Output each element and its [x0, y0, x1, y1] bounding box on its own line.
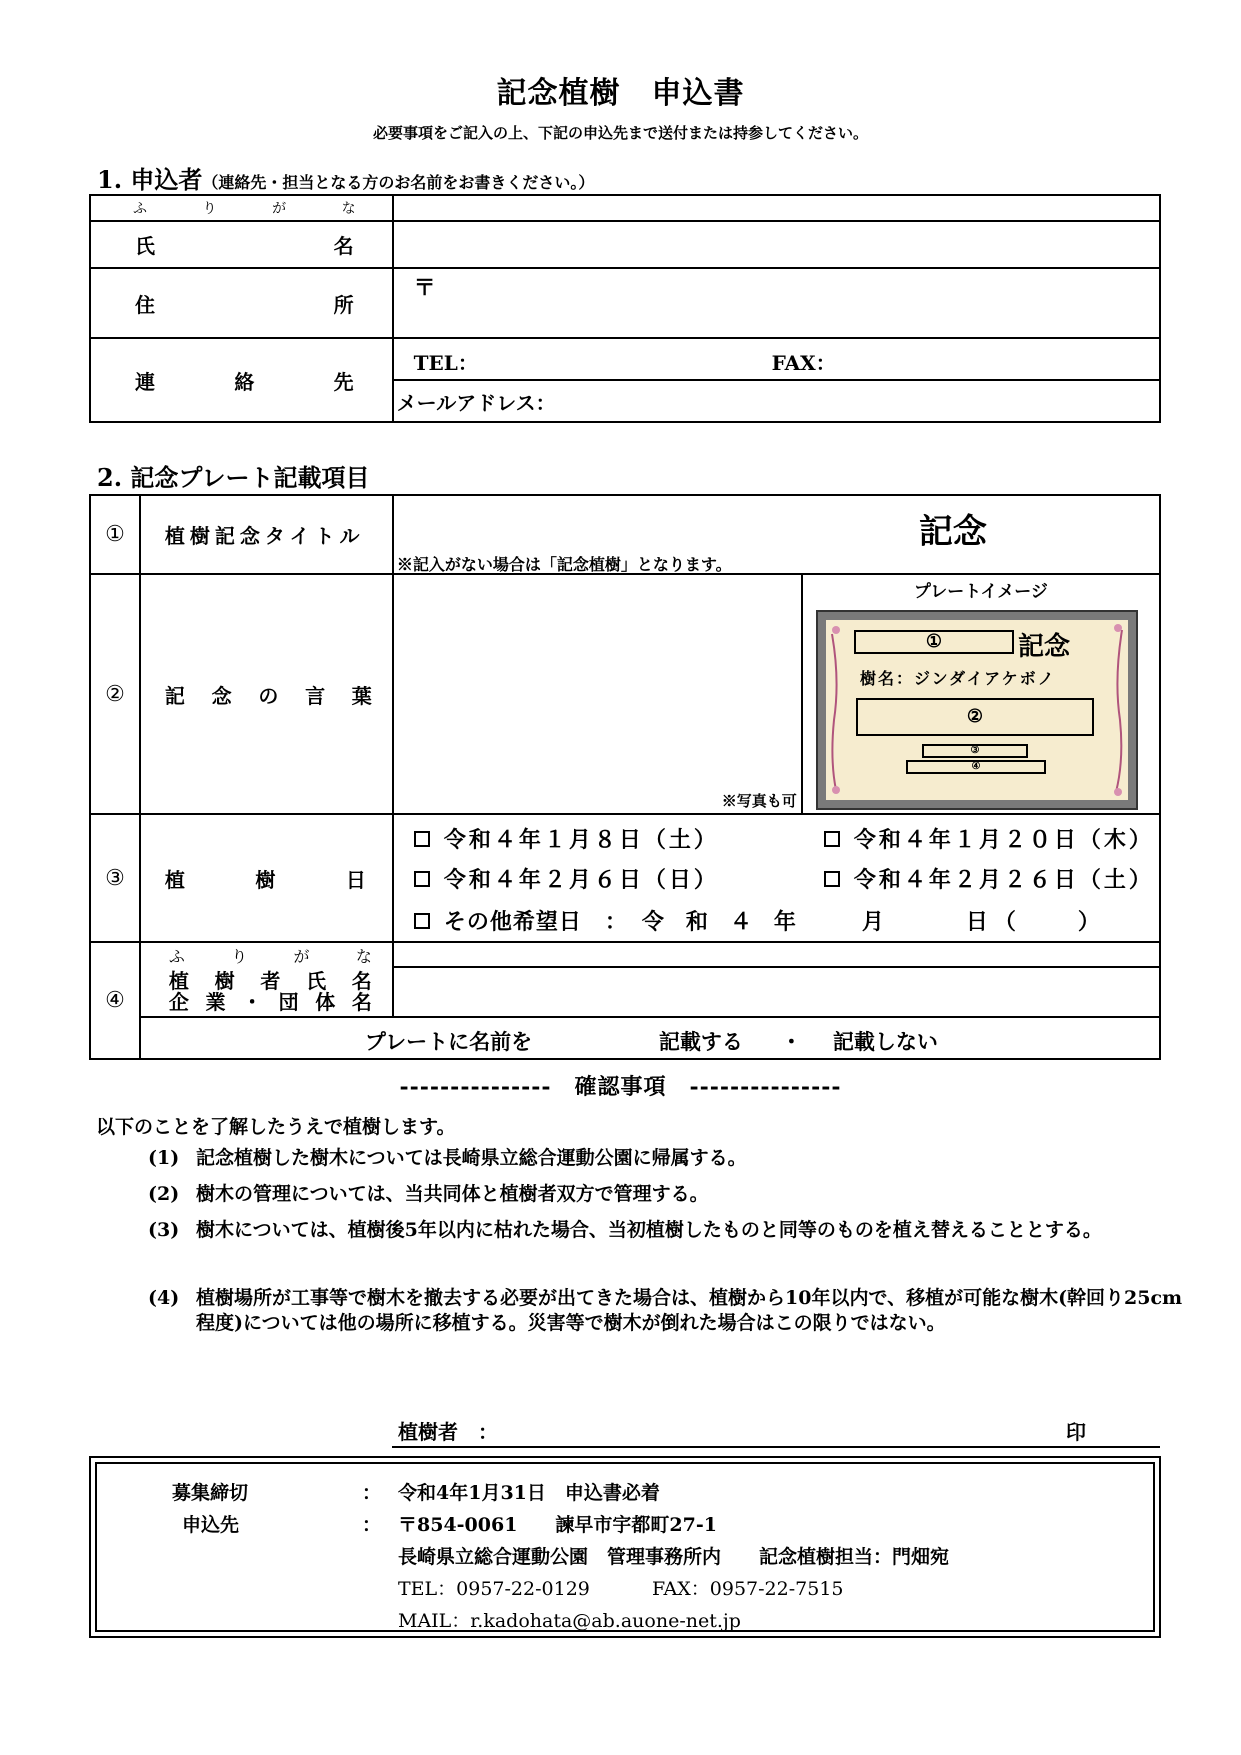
applicant-table: [89, 194, 1161, 423]
checkbox[interactable]: [414, 831, 430, 847]
furigana-char: な: [355, 946, 372, 966]
org-label-char: 団: [278, 989, 299, 1014]
date-option-label: 令和４年２月６日（日）: [443, 867, 719, 893]
date-option-label: 令和４年１月２０日（木）: [853, 827, 1154, 853]
title-label: 植樹記念タイトル: [164, 524, 365, 548]
plate-image-board: [826, 620, 1128, 800]
apply-tel: TEL：0957-22-0129: [398, 1578, 590, 1600]
furigana-char: が: [293, 946, 310, 966]
section1-note: （連絡先・担当となる方のお名前をお書きください。）: [202, 173, 595, 192]
address-label-char: 所: [333, 292, 354, 317]
date-option-1[interactable]: [414, 823, 719, 854]
checkbox[interactable]: [824, 831, 840, 847]
signature-label: 植樹者 ：: [398, 1420, 498, 1444]
deadline-colon: ：: [362, 1482, 382, 1504]
email-input[interactable]: [393, 380, 1160, 422]
email-label: メールアドレス：: [396, 390, 556, 415]
deadline-label: 募集締切: [172, 1482, 249, 1504]
date-label-char: 日: [345, 867, 366, 892]
org-label-char: ・: [242, 989, 263, 1014]
checkbox[interactable]: [414, 871, 430, 887]
planter-label-char: 氏: [306, 968, 327, 993]
furigana-char: ふ: [133, 201, 147, 217]
row3-number: ③: [90, 814, 140, 942]
date-option-label: 令和４年２月２６日（土）: [853, 867, 1154, 893]
row4-number: ④: [90, 942, 140, 1059]
message-label-char: 記: [164, 683, 185, 708]
row4-name-label: [140, 967, 393, 1017]
row4-furigana-label: [140, 942, 393, 967]
date-option-3[interactable]: [414, 863, 719, 894]
confirm-heading: --------------- 確認事項 ---------------: [399, 1074, 842, 1100]
option-separator: ・: [780, 1029, 802, 1054]
apply-colon: ：: [362, 1514, 382, 1536]
message-label-char: 言: [305, 683, 326, 708]
date-label-char: 樹: [255, 867, 276, 892]
apply-mail[interactable]: MAIL：r.kadohata@ab.auone-net.jp: [398, 1610, 741, 1632]
address-input[interactable]: [393, 268, 1160, 338]
name-input[interactable]: [393, 221, 1160, 268]
plate-name-no-option[interactable]: 記載しない: [832, 1029, 938, 1054]
date-option-2[interactable]: [824, 823, 1154, 854]
confirm-intro: 以下のことを了解したうえで植樹します。: [96, 1116, 456, 1138]
plate-kinen: 記念: [1018, 632, 1071, 662]
confirm-item-text: 記念植樹した樹木については長崎県立総合運動公園に帰属する。: [196, 1147, 747, 1169]
org-label-char: 業: [205, 989, 226, 1014]
message-label-char: の: [258, 683, 279, 708]
title-input[interactable]: [393, 495, 1160, 574]
planter-label-char: 名: [351, 968, 372, 993]
date-option-label: 令和４年１月８日（土）: [443, 827, 719, 853]
message-label-char: 念: [211, 683, 232, 708]
tel-label: TEL：: [413, 351, 478, 375]
postal-mark: 〒: [413, 275, 436, 301]
other-date-era: 令 和 ４ 年: [641, 909, 796, 935]
plate-slot-4: ④: [906, 760, 1046, 774]
date-label-char: 植: [164, 867, 185, 892]
row2-number: ②: [90, 574, 140, 814]
kinen-suffix: 記念: [918, 512, 987, 552]
org-label-char: 企: [168, 989, 189, 1014]
plate-tree-name: 樹名：ジンダイアケボノ: [860, 669, 1056, 688]
address-label-cell: [90, 268, 393, 338]
contact-label-cell: [90, 338, 393, 422]
org-label-char: 名: [351, 989, 372, 1014]
furigana-input[interactable]: [393, 195, 1160, 221]
furigana-char: ふ: [168, 946, 185, 966]
plate-image-title: プレートイメージ: [913, 582, 1048, 602]
seal-mark: 印: [1066, 1420, 1086, 1444]
plate-slot-1: ①: [854, 630, 1014, 654]
plate-name-yes-option[interactable]: 記載する: [658, 1029, 743, 1054]
furigana-char: な: [341, 201, 356, 217]
name-label-char: 氏: [135, 234, 155, 258]
confirm-item-text: 樹木の管理については、当共同体と植樹者双方で管理する。: [196, 1183, 709, 1205]
other-date-month: 月: [861, 909, 884, 935]
message-input[interactable]: [393, 574, 802, 814]
instruction-text: 必要事項をご記入の上、下記の申込先まで送付または持参してください。: [372, 124, 868, 142]
plate-slot-2: ②: [856, 698, 1094, 736]
org-label-char: 体: [315, 989, 336, 1014]
confirm-item-number: (1): [148, 1147, 180, 1169]
planter-label-char: 樹: [214, 968, 235, 993]
section2-heading: 2. 記念プレート記載項目: [97, 463, 370, 492]
title-note: ※記入がない場合は「記念植樹」となります。: [396, 555, 732, 574]
planter-name-input[interactable]: [393, 967, 1160, 1017]
row1-label-cell: [140, 495, 393, 574]
date-option-other[interactable]: [414, 905, 628, 936]
name-label-char: 名: [333, 234, 354, 258]
confirm-item-number: (4): [148, 1287, 180, 1309]
deadline-value: 令和4年1月31日 申込書必着: [398, 1482, 660, 1504]
tel-fax-input[interactable]: [393, 338, 1160, 380]
other-date-day: 日（ ）: [965, 909, 1106, 935]
furigana-char: り: [231, 946, 248, 966]
date-options-cell: [393, 814, 1160, 942]
section1-title: 1. 申込者: [97, 165, 203, 194]
furigana-label-cell: [90, 195, 393, 221]
confirm-item-text: 植樹場所が工事等で樹木を撤去する必要が出てきた場合は、植樹から10年以内で、移植が可能な樹木(幹回り25cm程度)については他の場所に移植する。災害等で樹木が倒れた場合はこの限りではない。: [196, 1287, 1183, 1334]
apply-office: 長崎県立総合運動公園 管理事務所内 記念植樹担当：門畑宛: [398, 1546, 950, 1568]
address-label-char: 住: [135, 292, 155, 317]
contact-label-char: 連: [135, 369, 155, 394]
furigana-char: り: [202, 201, 217, 217]
confirm-item-number: (2): [148, 1183, 180, 1205]
apply-postal-address: 〒854-0061 諫早市宇都町27-1: [398, 1514, 717, 1536]
planter-label-char: 植: [168, 968, 189, 993]
furigana-char: が: [272, 201, 287, 217]
name-label-cell: [90, 221, 393, 268]
checkbox[interactable]: [414, 913, 430, 929]
section1-heading: [97, 160, 594, 195]
plate-name-choice-cell: [140, 1017, 1160, 1059]
row1-number: ①: [90, 495, 140, 574]
contact-label-char: 先: [333, 369, 354, 394]
other-date-label: その他希望日 ：: [443, 909, 628, 935]
signature-line: [392, 1446, 1160, 1448]
planter-furigana-input[interactable]: [393, 942, 1160, 967]
date-option-4[interactable]: [824, 863, 1154, 894]
plate-name-prefix: プレートに名前を: [364, 1029, 533, 1054]
row3-label-cell: [140, 814, 393, 942]
contact-label-char: 絡: [234, 369, 255, 394]
checkbox[interactable]: [824, 871, 840, 887]
photo-note: ※写真も可: [721, 792, 797, 810]
apply-label: 申込先: [182, 1514, 240, 1536]
page-title: 記念植樹 申込書: [496, 76, 745, 111]
planter-label-char: 者: [260, 968, 281, 993]
confirm-item-text: 樹木については、植樹後5年以内に枯れた場合、当初植樹したものと同等のものを植え替えることとする。: [196, 1219, 1102, 1241]
fax-label: FAX：: [771, 351, 836, 375]
apply-fax: FAX：0957-22-7515: [652, 1578, 844, 1600]
message-label-char: 葉: [351, 683, 372, 708]
row2-label-cell: [140, 574, 393, 814]
plate-slot-3: ③: [922, 744, 1028, 758]
confirm-item-number: (3): [148, 1219, 180, 1241]
